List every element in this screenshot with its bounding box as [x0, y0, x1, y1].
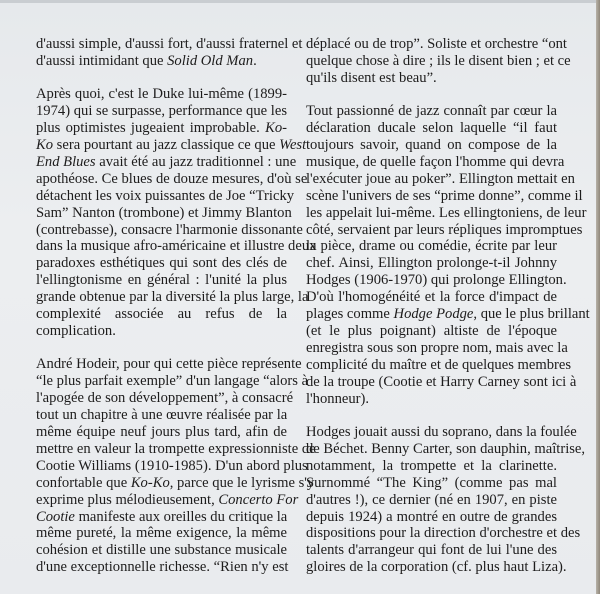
text-run: paradoxes esthétiques qui sont des clés de — [36, 255, 287, 272]
text-line — [306, 52, 571, 70]
text-run: la pièce, drame ou comédie, écrite par leur — [306, 238, 557, 255]
text-run: de la troupe (Cootie et Harry Carney sont ici à — [306, 373, 577, 390]
text-line — [306, 323, 557, 340]
text-run: de Béchet. Benny Carter, son dauphin, maîtrise, — [306, 440, 586, 457]
text-run: talents d'arrangeur qui font de lui l'une des — [306, 542, 557, 559]
page-right-edge — [596, 0, 600, 594]
text-line — [36, 390, 294, 407]
left-column — [36, 36, 317, 593]
text-line — [36, 407, 287, 424]
text-run: déclaration ducale selon laquelle “il faut — [306, 120, 557, 137]
text-run: manifeste aux oreilles du critique la — [74, 508, 288, 525]
text-run: même pureté, la même exigence, la même — [36, 525, 287, 542]
text-line — [306, 170, 575, 188]
italic-title: Cootie — [36, 508, 75, 525]
text-run: complexité associée au refus de la — [36, 306, 287, 323]
text-run: confortable que — [36, 474, 131, 491]
text-line — [36, 424, 287, 441]
italic-title: Ko-Ko — [130, 474, 170, 491]
text-line — [36, 289, 309, 306]
paragraph — [36, 36, 303, 70]
italic-title: West — [279, 137, 307, 154]
text-run: Surnommé “The King” (comme pas mal — [306, 474, 557, 491]
italic-title: End Blues — [36, 153, 96, 170]
text-run: enregistra sous son propre nom, mais avec la — [306, 339, 568, 356]
text-line — [306, 440, 586, 458]
text-line — [306, 272, 567, 289]
text-run: cohésion et distille une substance musicale — [36, 542, 287, 559]
text-line — [306, 70, 557, 87]
text-line — [36, 36, 303, 53]
text-line — [306, 542, 557, 559]
text-line — [36, 373, 309, 390]
text-line — [36, 306, 287, 323]
text-run: qu'ils disent est beau”. — [306, 69, 437, 86]
text-line — [306, 356, 572, 374]
text-run: avait été au jazz traditionnel : une — [95, 153, 297, 170]
text-line — [306, 36, 567, 53]
text-run: gloires de la corporation (cf. plus haut Liza). — [306, 559, 567, 576]
text-line — [36, 457, 308, 475]
text-line — [306, 559, 567, 576]
italic-title: Ko- — [265, 120, 287, 137]
italic-title: Hodge Podge — [393, 306, 474, 323]
text-run: scène l'univers de ses “prime donne”, comme il — [306, 187, 583, 204]
text-line — [36, 542, 287, 559]
text-line — [36, 525, 287, 542]
text-run: chef. Ainsi, Ellington prolonge-t-il Johnny — [306, 255, 557, 272]
text-line — [306, 424, 577, 441]
text-line — [36, 440, 316, 458]
text-run: Hodges (1906-1970) qui prolonge Ellington. — [306, 272, 567, 289]
text-run: . — [253, 52, 257, 69]
paragraph — [306, 103, 590, 407]
paragraph — [306, 424, 586, 576]
text-line — [36, 255, 287, 272]
text-run: Tout passionné de jazz connaît par cœur la — [306, 103, 557, 120]
text-line — [36, 323, 287, 340]
paragraph — [306, 36, 571, 87]
text-run: 1974) qui se surpasse, performance que les — [36, 103, 287, 120]
text-line — [306, 120, 557, 137]
text-run: Cootie Williams (1910-1985). D'un abord plus — [36, 457, 308, 474]
text-line — [306, 306, 590, 323]
text-line — [306, 475, 557, 492]
text-run: l'ellingtonisme en général : l'unité la plus — [36, 272, 287, 289]
text-run: Sam” Nanton (trombone) et Jimmy Blanton — [36, 204, 292, 221]
text-line — [306, 255, 557, 272]
text-run: déplacé ou de trop”. Soliste et orchestre “ont — [306, 36, 567, 52]
text-line — [306, 137, 557, 154]
text-run: l'exécuter joue au poker”. Ellington mettait en — [306, 170, 575, 187]
text-line — [306, 187, 583, 205]
text-run: quelque chose à dire ; ils le disent bien ; et ce — [306, 52, 571, 69]
text-run: (et le plus poignant) altiste de l'époque — [306, 323, 557, 339]
text-run: même équipe neuf jours plus tard, afin de — [36, 424, 287, 441]
text-line — [306, 492, 557, 509]
text-run: apothéose. Ce blues de douze mesures, d'où se — [36, 170, 308, 187]
text-line — [36, 86, 287, 103]
text-run: plages comme — [306, 306, 394, 323]
text-line — [306, 458, 557, 475]
text-run: complication. — [36, 323, 116, 339]
text-run: , que le plus brillant — [473, 306, 590, 323]
text-run: côté, servaient par leurs répliques impromptues — [306, 221, 583, 238]
text-run: André Hodeir, pour qui cette pièce représente — [36, 356, 302, 373]
text-line — [306, 204, 587, 222]
text-line — [36, 509, 287, 526]
text-line — [36, 103, 287, 120]
text-line — [36, 53, 287, 70]
text-run: notamment, la trompette et la clarinette. — [306, 457, 557, 474]
right-column — [306, 36, 590, 593]
text-run: d'une exceptionnelle richesse. “Rien n'y est — [36, 559, 289, 576]
text-run: complicité du maître et de quelques membres — [306, 356, 572, 373]
text-run: toujours savoir, quand on compose de la — [306, 137, 557, 154]
text-line — [306, 153, 565, 171]
text-line — [36, 356, 302, 373]
text-run: plus optimistes jugeaient improbable. — [36, 120, 266, 137]
text-line — [306, 339, 568, 357]
text-run: D'où l'homogénéité et la force d'impact de — [306, 289, 557, 306]
text-run: sera pourtant au jazz classique ce que — [53, 137, 280, 154]
text-run: exprime plus mélodieusement, — [36, 491, 219, 508]
text-line — [36, 238, 317, 255]
text-run: , parce que le lyrisme s'y — [169, 474, 315, 491]
text-run: l'apogée de son développement”, à consacré — [36, 390, 294, 407]
text-line — [36, 137, 307, 154]
text-line — [306, 391, 557, 408]
italic-title: Solid Old Man — [167, 52, 254, 69]
text-run: dans la musique afro-américaine et illustre deux — [36, 238, 317, 255]
text-line — [306, 525, 581, 542]
italic-title: Ko — [36, 137, 54, 154]
paragraph — [36, 86, 317, 340]
text-run: tout un chapitre à une œuvre réalisée par la — [36, 407, 288, 424]
text-run: mettre en valeur la trompette expressionniste de — [36, 440, 316, 457]
text-run: “le plus parfait exemple” d'un langage “alors à — [36, 373, 309, 390]
text-line — [36, 491, 299, 509]
text-line — [36, 170, 308, 188]
text-line — [306, 238, 557, 255]
text-line — [36, 272, 287, 289]
text-run: les appelait lui-même. Les ellingtoniens, de leur — [306, 204, 587, 221]
text-run: musique, de quelle façon l'homme qui devra — [306, 153, 565, 170]
text-line — [306, 103, 557, 120]
text-line — [36, 204, 292, 222]
text-line — [36, 120, 287, 137]
text-line — [306, 289, 557, 306]
text-run: l'honneur). — [306, 390, 370, 407]
text-line — [36, 559, 287, 576]
text-run: d'aussi simple, d'aussi fort, d'aussi fraternel et — [36, 36, 303, 52]
italic-title: Concerto For — [218, 491, 299, 508]
text-run: d'aussi intimidant que — [36, 52, 168, 69]
page-top-edge — [0, 0, 600, 3]
text-run: grande obtenue par la diversité la plus large, la — [36, 289, 309, 306]
text-line — [306, 373, 577, 391]
text-run: d'autres !), ce dernier (né en 1907, en piste — [306, 491, 557, 508]
text-run: (contrebasse), consacre l'harmonie dissonante — [36, 221, 303, 238]
text-line — [36, 221, 303, 239]
text-line — [36, 474, 315, 492]
text-line — [306, 221, 583, 239]
text-run: dispositions pour la direction d'orchestre et des — [306, 525, 581, 542]
text-line — [306, 509, 557, 526]
text-run: détachent les voix puissantes de Joe “Tricky — [36, 187, 295, 204]
text-run: Hodges jouait aussi du soprano, dans la foulée — [306, 424, 577, 441]
text-line — [36, 187, 295, 205]
text-line — [36, 153, 297, 171]
text-run: Après quoi, c'est le Duke lui-même (1899- — [36, 86, 287, 103]
text-run: depuis 1924) a montré en outre de grandes — [306, 508, 557, 525]
paragraph — [36, 356, 316, 576]
